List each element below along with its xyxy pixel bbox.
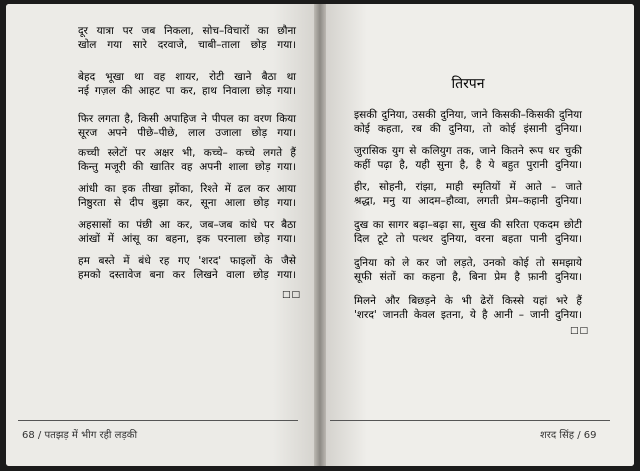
chapter-title: तिरपन (451, 76, 485, 92)
right-page-footer: शरद सिंह / 69 (540, 430, 597, 441)
verse-line: आंधी का इक तीखा झोंका, रिश्ते में ढल कर आया (78, 183, 296, 195)
left-page-footer: 68 / पतझड़ में भीग रही लड़की (22, 430, 138, 441)
right-stanza-5 (354, 256, 582, 284)
verse-line: मिलने और बिछड़ने के भी ढेरों किस्से यहां भरे हैं (354, 295, 582, 307)
left-stanza-6 (78, 218, 296, 246)
left-stanza-7 (78, 254, 296, 282)
left-stanza-1 (78, 24, 296, 52)
verse-line: दिल टूटे तो पत्थर दुनिया, वरना बहता पानी दुनिया। (354, 233, 582, 245)
left-stanza-5 (78, 182, 296, 210)
verse-line: दुख का सागर बढ़ा–बढ़ा सा, सुख की सरिता एकदम छोटी (354, 219, 582, 231)
verse-line: अहसासों का पंछी आ कर, जब–जब कांधे पर बैठा (78, 219, 296, 231)
verse-line: दुनिया को ले कर जो लड़ते, उनको कोई तो समझाये (354, 257, 582, 269)
verse-line: श्रद्धा, मनु या आदम–हौव्वा, लगती प्रेम–कहानी दुनिया। (354, 195, 582, 207)
right-stanza-6 (354, 294, 582, 322)
verse-line: बेहद भूखा था वह शायर, रोटी खाने बैठा था (78, 71, 296, 83)
verse-line: 'शरद' जानती केवल इतना, ये है आनी – जानी दुनिया। (354, 309, 582, 321)
verse-line: इसकी दुनिया, उसकी दुनिया, जाने किसकी–किसकी दुनिया (354, 109, 582, 121)
right-end-mark: □□ (570, 326, 590, 336)
verse-line: फिर लगता है, किसी अपाहिज ने पीपल का वरण किया (78, 113, 296, 125)
verse-line: किन्तु मजूरी की खातिर वह अपनी शाला छोड़ गया। (78, 161, 296, 173)
left-stanza-3 (78, 112, 296, 140)
right-footer-rule (330, 420, 610, 421)
verse-line: निष्ठुरता से दीप बुझा कर, सूना आला छोड़ गया। (78, 197, 296, 209)
verse-line: कच्ची स्लेटों पर अक्षर भी, कच्चे– कच्चे लगते हैं (78, 147, 296, 159)
verse-line: हम बस्ते में बंधे रह गए 'शरद' फाइलों के जैसे (78, 255, 296, 267)
left-stanza-2 (78, 70, 296, 98)
verse-line: नई गज़ल की आहट पा कर, हाथ निवाला छोड़ गया। (78, 85, 296, 97)
verse-line: दूर यात्रा पर जब निकला, सोच–विचारों का छौना (78, 25, 296, 37)
verse-line: जुरासिक युग से कलियुग तक, जाने कितने रूप धर चुकी (354, 145, 582, 157)
verse-line: खोल गया सारे दरवाजे, चाबी–ताला छोड़ गया। (78, 39, 296, 51)
verse-line: हमको दस्तावेज बना कर लिखने वाला छोड़ गया। (78, 269, 296, 281)
right-stanza-4 (354, 218, 582, 246)
verse-line: कोई कहता, रब की दुनिया, तो कोई इंसानी दुनिया। (354, 123, 582, 135)
right-stanza-3 (354, 180, 582, 208)
left-stanza-4 (78, 146, 296, 174)
right-stanza-1 (354, 108, 582, 136)
book-gutter (314, 4, 326, 466)
left-footer-rule (18, 420, 298, 421)
left-end-mark: □□ (282, 290, 302, 300)
verse-line: सूफी संतों का कहना है, बिना प्रेम है फ़ानी दुनिया। (354, 271, 582, 283)
verse-line: हीर, सोहनी, रांझा, माही स्मृतियों में आते – जाते (354, 181, 582, 193)
right-stanza-2 (354, 144, 582, 172)
verse-line: आंखों में आंसू का बहना, इक परनाला छोड़ गया। (78, 233, 296, 245)
verse-line: सूरज अपने पीछे–पीछे, लाल उजाला छोड़ गया। (78, 127, 296, 139)
verse-line: कहीं पढ़ा है, यही सुना है, है ये बहुत पुरानी दुनिया। (354, 159, 582, 171)
